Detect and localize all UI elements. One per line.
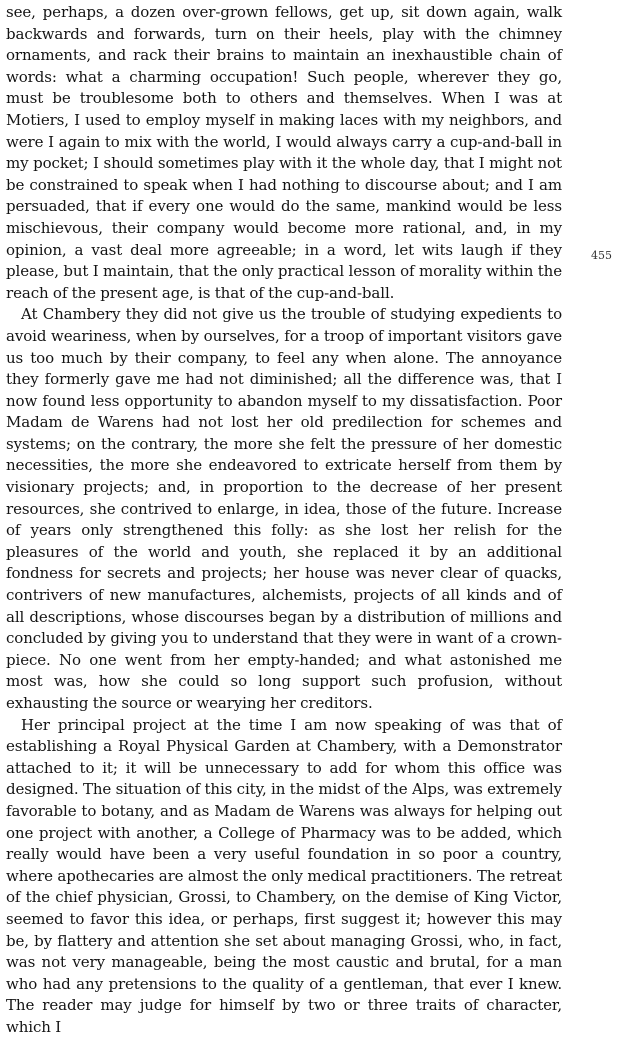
- paragraph-3: Her principal project at the time I am now speaking of was that of establishing a Royal Physical Garden at Chambery, with a Demonstrator attached to it; it will be unnecessary to add for whom this office was designed. The situation of this city, in the midst of the Alps, was extremely favorable to botany, and as Madam de Warens was always for helping out one project with another, a College of Pharmacy was to be added, which really would have been a very useful foundation in so poor a country, where apothecaries are almost the only medical practitioners. The retreat of the chief physician, Grossi, to Chambery, on the demise of King Victor, seemed to favor this idea, or perhaps, first suggest it; however this may be, by flattery and attention she set about managing Grossi, who, in fact, was not very manageable, being the most caustic and brutal, for a man who had any pretensions to the quality of a gentleman, that ever I knew. The reader may judge for himself by two or three traits of character, which I: [6, 715, 562, 1036]
- paragraph-2: At Chambery they did not give us the trouble of studying expedients to avoid weariness, when by ourselves, for a troop of important visitors gave us too much by their company, to feel any when alone. The annoyance they formerly gave me had not diminished; all the difference was, that I now found less opportunity to abandon myself to my dissatisfaction. Poor Madam de Warens had not lost her old predilection for schemes and systems; on the contrary, the more she felt the pressure of her domestic necessities, the more she endeavored to extricate herself from them by visionary projects; and, in proportion to the decrease of her present resources, she contrived to enlarge, in idea, those of the future. Increase of years only strengthened this folly: as she lost her relish for the pleasures of the world and youth, she replaced it by an additional fondness for secrets and projects; her house was never clear of quacks, contrivers of new manufactures, alchemists, projects of all kinds and of all descriptions, whose discourses began by a distribution of millions and concluded by giving you to understand that they were in want of a crown-piece. No one went from her empty-handed; and what astonished me most was, how she could so long support such profusion, without exhausting the source or wearying her creditors.: [6, 305, 562, 712]
- paragraph-1: see, perhaps, a dozen over-grown fellows, get up, sit down again, walk backwards and forwards, turn on their heels, play with the chimney ornaments, and rack their brains to maintain an inexhaustible chain of words: what a charming occupation! Such people, wherever they go, must be troublesome both to others and themselves. When I was at Motiers, I used to employ myself in making laces with my neighbors, and were I again to mix with the world, I would always carry a cup-and-ball in my pocket; I should sometimes play with it the whole day, that I might not be constrained to speak when I had nothing to discourse about; and I am persuaded, that if every one would do the same, mankind would be less mischievous, their company would become more rational, and, in my opinion, a vast deal more agreeable; in a word, let wits laugh if they please, but I maintain, that the only practical lesson of morality within the reach of the present age, is that of the cup-and-ball.: [6, 3, 562, 302]
- page-body: [6, 2, 562, 1039]
- page-number: 455: [591, 249, 612, 262]
